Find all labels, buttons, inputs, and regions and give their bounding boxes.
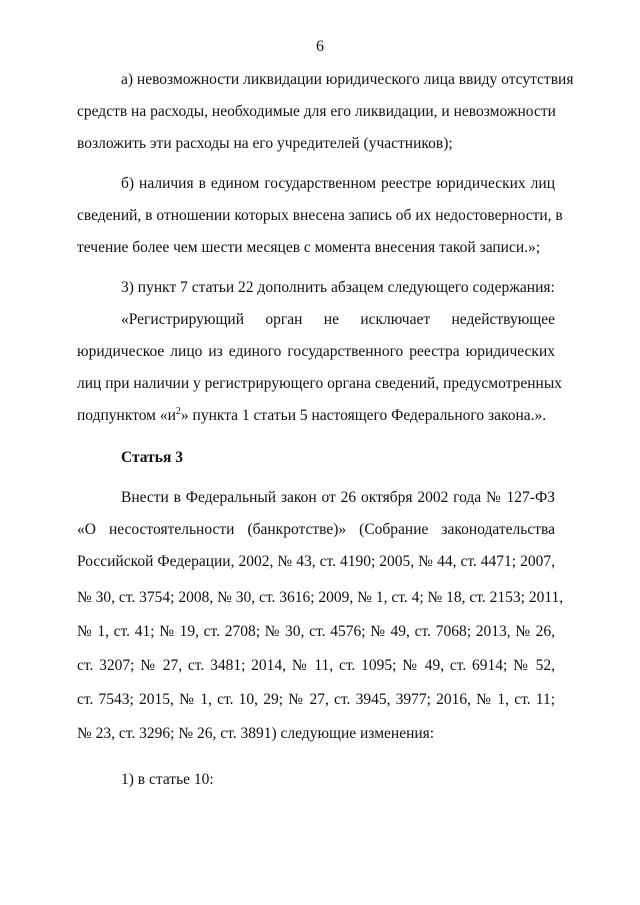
text-line: Внести в Федеральный закон от 26 октября 2002 года № 127-ФЗ bbox=[121, 489, 555, 506]
text-line: юридическое лицо из единого государственного реестра юридических bbox=[77, 343, 555, 360]
text-line: сведений, в отношении которых внесена запись об их недостоверности, в bbox=[77, 207, 563, 224]
text-line: лиц при наличии у регистрирующего органа сведений, предусмотренных bbox=[77, 375, 563, 392]
text-line: б) наличия в едином государственном реестре юридических лиц bbox=[121, 175, 555, 192]
text-line: 1) в статье 10: bbox=[121, 771, 214, 788]
page-number: 6 bbox=[316, 38, 324, 55]
text-line: № 1, ст. 41; № 19, ст. 2708; № 30, ст. 4576; № 49, ст. 7068; 2013, № 26, bbox=[77, 623, 555, 640]
text-line: возложить эти расходы на его учредителей (участников); bbox=[77, 135, 453, 152]
text-line: «О несостоятельности (банкротстве)» (Собрание законодательства bbox=[77, 521, 555, 538]
text-line: Российской Федерации, 2002, № 43, ст. 4190; 2005, № 44, ст. 4471; 2007, bbox=[77, 553, 555, 570]
section-heading: Статья 3 bbox=[121, 449, 183, 466]
text-line: течение более чем шести месяцев с момента внесения такой записи.»; bbox=[77, 239, 541, 256]
text-line: № 30, ст. 3754; 2008, № 30, ст. 3616; 2009, № 1, ст. 4; № 18, ст. 2153; 2011, bbox=[77, 589, 564, 606]
text-line: ст. 7543; 2015, № 1, ст. 10, 29; № 27, ст. 3945, 3977; 2016, № 1, ст. 11; bbox=[77, 691, 555, 708]
text-line: подпунктом «$и^2$» пункта 1 статьи 5 настоящего Федерального закона.». bbox=[77, 405, 547, 424]
text-line: а) невозможности ликвидации юридического лица ввиду отсутствия bbox=[121, 71, 574, 88]
text-line: ст. 3207; № 27, ст. 3481; 2014, № 11, ст. 1095; № 49, ст. 6914; № 52, bbox=[77, 657, 555, 674]
text-line: 3) пункт 7 статьи 22 дополнить абзацем следующего содержания: bbox=[121, 279, 555, 296]
superscript: 2 bbox=[175, 405, 181, 417]
text-line: № 23, ст. 3296; № 26, ст. 3891) следующие изменения: bbox=[77, 725, 435, 742]
text-line: «Регистрирующий орган не исключает недействующее bbox=[121, 311, 555, 328]
text-line: средств на расходы, необходимые для его ликвидации, и невозможности bbox=[77, 103, 556, 120]
